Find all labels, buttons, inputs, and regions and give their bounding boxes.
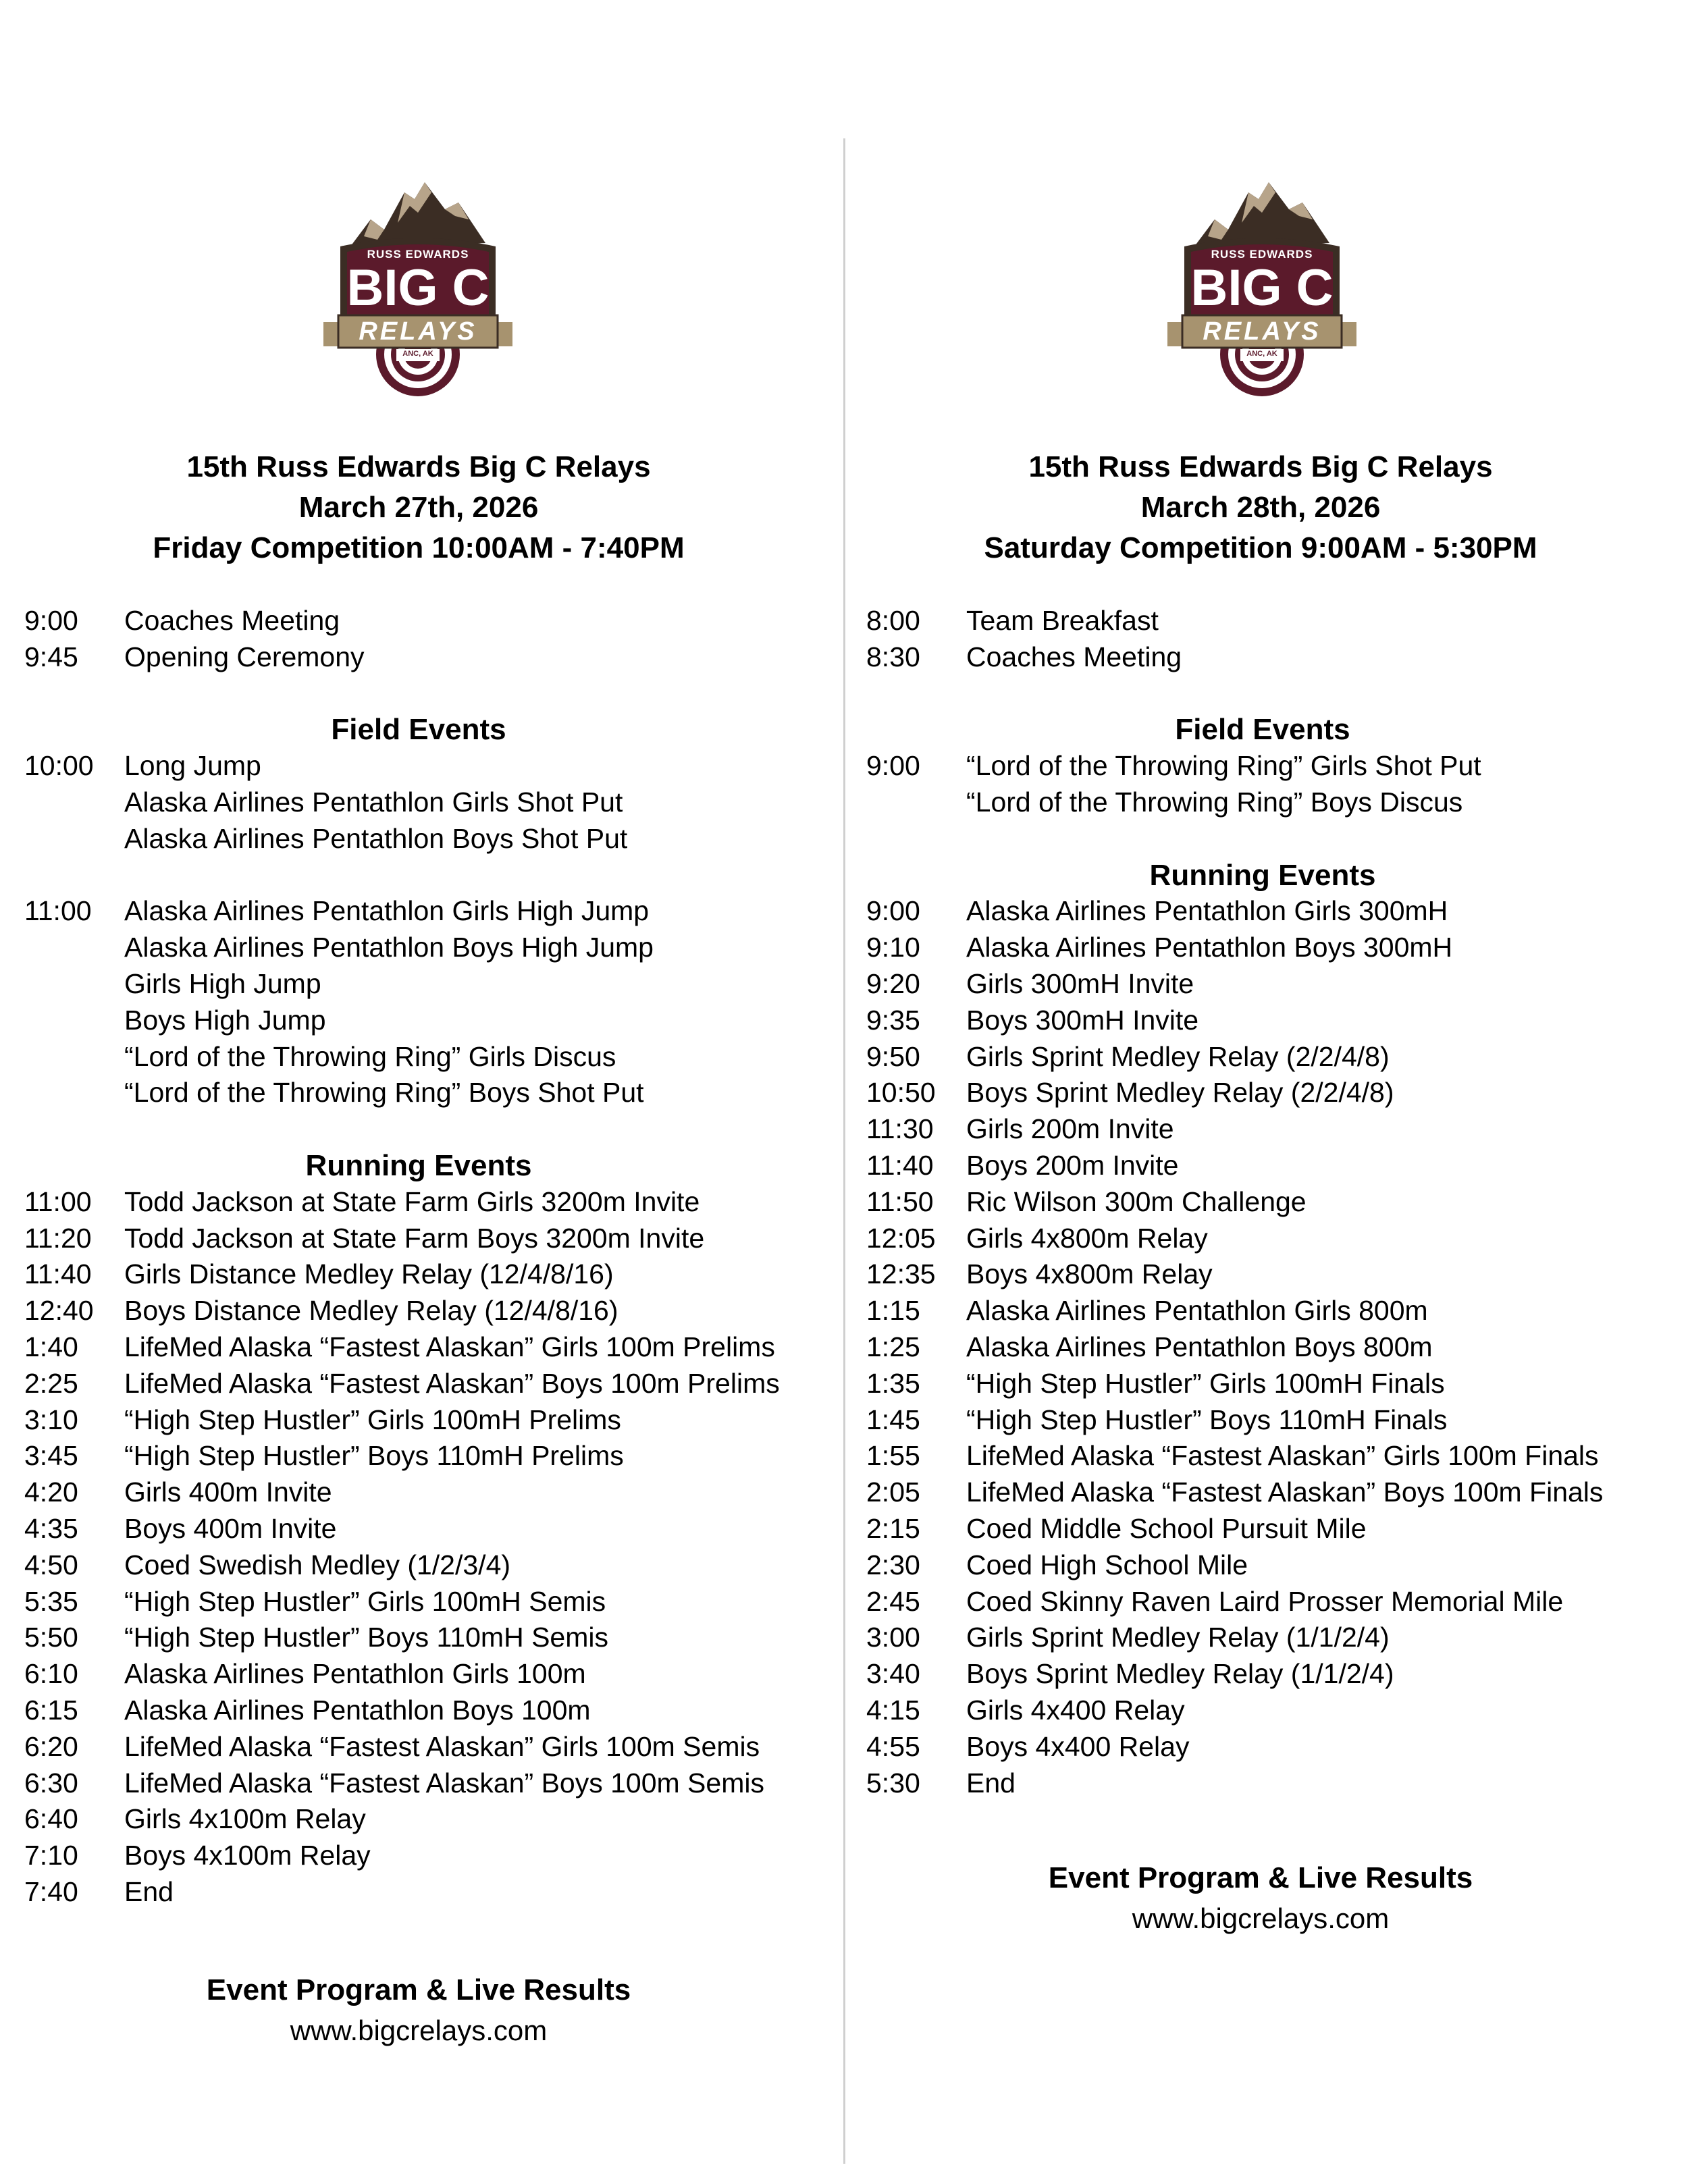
event-name: Coed High School Mile xyxy=(966,1549,1248,1580)
event-time: 9:10 xyxy=(866,932,920,963)
event-time: 11:20 xyxy=(24,1222,92,1254)
saturday-schedule xyxy=(866,603,1677,1801)
event-time: 1:40 xyxy=(24,1331,78,1362)
event-name: End xyxy=(124,1875,174,1907)
schedule-row xyxy=(866,1111,1677,1148)
event-name: Boys 4x800m Relay xyxy=(966,1258,1213,1290)
schedule-row xyxy=(866,1729,1677,1765)
event-time: 12:35 xyxy=(866,1258,936,1290)
event-time: 9:20 xyxy=(866,967,920,999)
logo-banner-text: RELAYS xyxy=(359,317,477,346)
event-name: “High Step Hustler” Boys 110mH Prelims xyxy=(124,1440,624,1472)
meet-date: March 27th, 2026 xyxy=(298,491,539,524)
schedule-row xyxy=(24,1366,835,1402)
event-name: Alaska Airlines Pentathlon Boys 300mH xyxy=(966,932,1453,963)
schedule-row xyxy=(24,930,835,966)
event-name: Ric Wilson 300m Challenge xyxy=(966,1186,1307,1217)
event-name: Girls 4x400 Relay xyxy=(966,1694,1185,1726)
logo-main-text: BIG C xyxy=(1190,259,1334,317)
event-time: 6:30 xyxy=(24,1767,78,1799)
section-heading: Field Events xyxy=(1175,713,1350,747)
event-time: 12:05 xyxy=(866,1222,936,1254)
event-name: “High Step Hustler” Girls 100mH Semis xyxy=(124,1585,606,1617)
event-time: 11:00 xyxy=(24,1186,92,1217)
schedule-row xyxy=(866,1293,1677,1329)
event-name: Team Breakfast xyxy=(966,605,1159,636)
schedule-row xyxy=(24,1329,835,1366)
event-name: Alaska Airlines Pentathlon Girls 300mH xyxy=(966,895,1448,927)
event-time: 1:35 xyxy=(866,1367,920,1399)
event-time: 7:10 xyxy=(24,1840,78,1871)
event-name: Coaches Meeting xyxy=(966,641,1182,672)
schedule-row xyxy=(866,1693,1677,1729)
event-name: Girls Distance Medley Relay (12/4/8/16) xyxy=(124,1258,614,1290)
event-name: Boys 4x400 Relay xyxy=(966,1730,1190,1762)
event-time: 1:15 xyxy=(866,1295,920,1327)
schedule-row xyxy=(24,1547,835,1584)
big-c-relays-logo xyxy=(1167,172,1356,402)
schedule-row xyxy=(24,893,835,930)
spacer xyxy=(24,1111,835,1148)
event-name: LifeMed Alaska “Fastest Alaskan” Girls 100m Finals xyxy=(966,1440,1599,1472)
schedule-row xyxy=(866,1438,1677,1474)
event-name: “Lord of the Throwing Ring” Girls Shot Put xyxy=(966,750,1481,782)
competition-hours: Saturday Competition 9:00AM - 5:30PM xyxy=(984,531,1537,564)
event-time: 11:30 xyxy=(866,1113,934,1145)
event-time: 9:45 xyxy=(24,641,78,672)
event-time: 6:10 xyxy=(24,1658,78,1690)
schedule-row xyxy=(24,748,835,784)
section-heading: Running Events xyxy=(305,1148,532,1182)
event-time: 4:20 xyxy=(24,1476,78,1508)
event-time: 3:00 xyxy=(866,1622,920,1653)
schedule-row xyxy=(24,1256,835,1293)
schedule-row xyxy=(866,966,1677,1003)
event-name: Girls 300mH Invite xyxy=(966,967,1194,999)
schedule-row xyxy=(866,639,1677,676)
schedule-row xyxy=(866,1003,1677,1039)
schedule-row xyxy=(866,748,1677,784)
event-name: “Lord of the Throwing Ring” Girls Discus xyxy=(124,1040,616,1072)
event-name: Boys 4x100m Relay xyxy=(124,1840,371,1871)
schedule-row xyxy=(866,1221,1677,1257)
event-time: 10:50 xyxy=(866,1077,936,1109)
event-name: “Lord of the Throwing Ring” Boys Discus xyxy=(966,786,1463,818)
footer-title: Event Program & Live Results xyxy=(206,1973,631,2006)
schedule-row xyxy=(24,1003,835,1039)
event-time: 2:45 xyxy=(866,1585,920,1617)
event-time: 4:50 xyxy=(24,1549,78,1580)
event-time: 1:45 xyxy=(866,1404,920,1435)
event-name: Coed Middle School Pursuit Mile xyxy=(966,1512,1367,1544)
event-name: “Lord of the Throwing Ring” Boys Shot Put xyxy=(124,1077,644,1109)
event-name: “High Step Hustler” Girls 100mH Finals xyxy=(966,1367,1445,1399)
event-name: Alaska Airlines Pentathlon Girls 100m xyxy=(124,1658,586,1690)
schedule-row xyxy=(24,1620,835,1656)
schedule-row xyxy=(866,1075,1677,1111)
event-time: 11:40 xyxy=(24,1258,92,1290)
schedule-row xyxy=(866,1547,1677,1584)
schedule-row xyxy=(24,1765,835,1802)
event-time: 10:00 xyxy=(24,750,94,782)
event-time: 5:50 xyxy=(24,1622,78,1653)
schedule-row xyxy=(24,1438,835,1474)
event-time: 3:40 xyxy=(866,1658,920,1690)
event-time: 11:40 xyxy=(866,1149,934,1181)
schedule-row xyxy=(866,1329,1677,1366)
event-name: Girls Sprint Medley Relay (2/2/4/8) xyxy=(966,1040,1390,1072)
event-name: Alaska Airlines Pentathlon Girls 800m xyxy=(966,1295,1428,1327)
spacer xyxy=(24,857,835,894)
event-name: Boys Sprint Medley Relay (2/2/4/8) xyxy=(966,1077,1394,1109)
event-name: “High Step Hustler” Boys 110mH Finals xyxy=(966,1404,1448,1435)
event-time: 4:35 xyxy=(24,1512,78,1544)
event-time: 1:55 xyxy=(866,1440,920,1472)
event-time: 6:15 xyxy=(24,1694,78,1726)
event-time: 5:35 xyxy=(24,1585,78,1617)
schedule-row xyxy=(24,1838,835,1874)
schedule-row xyxy=(866,1620,1677,1656)
schedule-row xyxy=(866,1474,1677,1511)
event-name: LifeMed Alaska “Fastest Alaskan” Boys 100m Prelims xyxy=(124,1367,780,1399)
event-time: 11:50 xyxy=(866,1186,934,1217)
event-time: 9:00 xyxy=(866,750,920,782)
schedule-row xyxy=(24,1511,835,1547)
schedule-row xyxy=(24,1474,835,1511)
event-name: Alaska Airlines Pentathlon Boys Shot Put xyxy=(124,822,628,854)
event-time: 2:15 xyxy=(866,1512,920,1544)
schedule-row xyxy=(24,639,835,676)
schedule-row xyxy=(24,1729,835,1765)
event-name: Boys Distance Medley Relay (12/4/8/16) xyxy=(124,1295,618,1327)
event-name: Alaska Airlines Pentathlon Boys 100m xyxy=(124,1694,591,1726)
meet-title: 15th Russ Edwards Big C Relays xyxy=(186,450,651,483)
event-name: Coed Skinny Raven Laird Prosser Memorial Mile xyxy=(966,1585,1564,1617)
event-name: Alaska Airlines Pentathlon Boys High Jump xyxy=(124,932,654,963)
event-name: Girls 4x800m Relay xyxy=(966,1222,1208,1254)
logo-small-text: ANC, AK xyxy=(402,350,433,358)
event-name: Boys 300mH Invite xyxy=(966,1004,1199,1036)
event-time: 12:40 xyxy=(24,1295,94,1327)
event-name: Boys High Jump xyxy=(124,1004,326,1036)
schedule-row xyxy=(866,1584,1677,1620)
logo-main-text: BIG C xyxy=(346,259,490,317)
event-name: Alaska Airlines Pentathlon Girls High Jump xyxy=(124,895,650,927)
schedule-row xyxy=(866,784,1677,821)
schedule-row xyxy=(24,784,835,821)
event-name: Alaska Airlines Pentathlon Girls Shot Put xyxy=(124,786,623,818)
event-name: Boys 400m Invite xyxy=(124,1512,337,1544)
event-time: 3:45 xyxy=(24,1440,78,1472)
logo-top-text: RUSS EDWARDS xyxy=(367,248,469,261)
schedule-row xyxy=(24,1874,835,1911)
friday-footer xyxy=(0,1970,837,2051)
event-name: LifeMed Alaska “Fastest Alaskan” Girls 100m Semis xyxy=(124,1730,760,1762)
event-time: 2:30 xyxy=(866,1549,920,1580)
event-name: Girls 400m Invite xyxy=(124,1476,332,1508)
schedule-row xyxy=(24,1402,835,1439)
event-name: Coaches Meeting xyxy=(124,605,340,636)
event-name: Girls High Jump xyxy=(124,967,321,999)
schedule-row xyxy=(24,1184,835,1221)
event-time: 8:00 xyxy=(866,605,920,636)
logo-small-text: ANC, AK xyxy=(1246,350,1277,358)
event-time: 9:50 xyxy=(866,1040,920,1072)
event-name: Girls Sprint Medley Relay (1/1/2/4) xyxy=(966,1622,1390,1653)
event-time: 4:15 xyxy=(866,1694,920,1726)
schedule-row xyxy=(24,821,835,857)
schedule-row xyxy=(866,1256,1677,1293)
event-time: 6:40 xyxy=(24,1803,78,1835)
event-time: 5:30 xyxy=(866,1767,920,1799)
schedule-row xyxy=(24,1075,835,1111)
schedule-row xyxy=(24,1221,835,1257)
schedule-row xyxy=(866,1366,1677,1402)
event-time: 9:00 xyxy=(866,895,920,927)
event-name: “High Step Hustler” Girls 100mH Prelims xyxy=(124,1404,621,1435)
section-heading: Field Events xyxy=(331,713,506,747)
schedule-row xyxy=(24,1293,835,1329)
footer-url[interactable]: www.bigcrelays.com xyxy=(1132,1902,1390,1934)
event-time: 8:30 xyxy=(866,641,920,672)
spacer xyxy=(866,676,1677,712)
event-time: 2:25 xyxy=(24,1367,78,1399)
spacer xyxy=(24,676,835,712)
schedule-row xyxy=(866,1148,1677,1184)
event-time: 11:00 xyxy=(24,895,92,927)
event-name: Opening Ceremony xyxy=(124,641,365,672)
schedule-row xyxy=(24,1693,835,1729)
logo-banner-text: RELAYS xyxy=(1203,317,1321,346)
event-name: Girls 200m Invite xyxy=(966,1113,1174,1145)
event-name: LifeMed Alaska “Fastest Alaskan” Girls 100m Prelims xyxy=(124,1331,775,1362)
event-name: Boys Sprint Medley Relay (1/1/2/4) xyxy=(966,1658,1394,1690)
big-c-relays-logo xyxy=(323,172,512,402)
schedule-row xyxy=(866,930,1677,966)
event-time: 1:25 xyxy=(866,1331,920,1362)
schedule-row xyxy=(24,966,835,1003)
event-time: 6:20 xyxy=(24,1730,78,1762)
schedule-row xyxy=(866,603,1677,639)
schedule-row xyxy=(866,1184,1677,1221)
event-name: LifeMed Alaska “Fastest Alaskan” Boys 100m Finals xyxy=(966,1476,1604,1508)
schedule-row xyxy=(24,1656,835,1693)
schedule-row xyxy=(24,1801,835,1838)
meet-date: March 28th, 2026 xyxy=(1140,491,1381,524)
logo-top-text: RUSS EDWARDS xyxy=(1211,248,1313,261)
event-name: Coed Swedish Medley (1/2/3/4) xyxy=(124,1549,511,1580)
event-name: Alaska Airlines Pentathlon Boys 800m xyxy=(966,1331,1433,1362)
schedule-row xyxy=(24,603,835,639)
schedule-row xyxy=(24,1584,835,1620)
event-name: “High Step Hustler” Boys 110mH Semis xyxy=(124,1622,608,1653)
saturday-footer xyxy=(842,1858,1679,1939)
footer-title: Event Program & Live Results xyxy=(1048,1861,1473,1894)
schedule-row xyxy=(866,1402,1677,1439)
event-name: Long Jump xyxy=(124,750,261,782)
section-heading: Running Events xyxy=(1149,858,1376,892)
spacer xyxy=(866,821,1677,857)
schedule-row xyxy=(866,1511,1677,1547)
meet-title: 15th Russ Edwards Big C Relays xyxy=(1028,450,1493,483)
event-time: 7:40 xyxy=(24,1875,78,1907)
schedule-row xyxy=(866,893,1677,930)
event-name: Girls 4x100m Relay xyxy=(124,1803,366,1835)
event-name: End xyxy=(966,1767,1016,1799)
schedule-row xyxy=(866,1039,1677,1075)
saturday-header xyxy=(842,447,1679,568)
event-name: LifeMed Alaska “Fastest Alaskan” Boys 100m Semis xyxy=(124,1767,764,1799)
event-time: 4:55 xyxy=(866,1730,920,1762)
event-name: Todd Jackson at State Farm Girls 3200m Invite xyxy=(124,1186,700,1217)
friday-header xyxy=(0,447,837,568)
event-time: 9:35 xyxy=(866,1004,920,1036)
event-time: 9:00 xyxy=(24,605,78,636)
footer-url[interactable]: www.bigcrelays.com xyxy=(290,2015,548,2046)
friday-schedule xyxy=(24,603,835,1911)
event-name: Todd Jackson at State Farm Boys 3200m Invite xyxy=(124,1222,705,1254)
schedule-row xyxy=(866,1656,1677,1693)
event-time: 3:10 xyxy=(24,1404,78,1435)
event-time: 2:05 xyxy=(866,1476,920,1508)
schedule-row xyxy=(24,1039,835,1075)
schedule-row xyxy=(866,1765,1677,1802)
event-name: Boys 200m Invite xyxy=(966,1149,1179,1181)
competition-hours: Friday Competition 10:00AM - 7:40PM xyxy=(153,531,685,564)
